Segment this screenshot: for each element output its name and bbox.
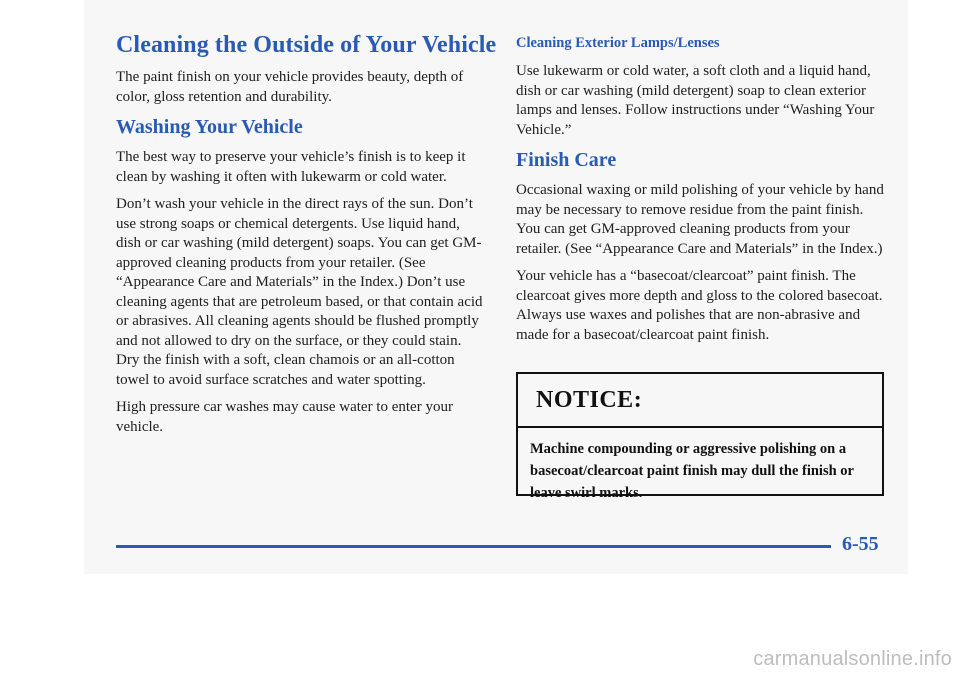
page-title: Cleaning the Outside of Your Vehicle [116, 32, 497, 58]
notice-header [518, 374, 882, 428]
left-column [116, 30, 497, 437]
lamps-heading: Cleaning Exterior Lamps/Lenses [516, 35, 720, 51]
washing-paragraph-2: Don’t wash your vehicle in the direct rays of the sun. Don’t use strong soaps or chemical detergents. Use liquid hand, dish or car washing (mild detergent) soaps. You can get GM-approved cleaning products from your retailer. (See “Appearance Care and Materials” in the Index.) Don’t use cleaning agents that are petroleum based, or that contain acid or abrasives. All cleaning agents should be flushed promptly and not allowed to dry on the surface, or they could stain. Dry the finish with a soft, clean chamois or an all-cotton towel to avoid surface scratches and water spotting. [116, 196, 483, 388]
finish-paragraph-2: Your vehicle has a “basecoat/clearcoat” paint finish. The clearcoat gives more depth and gloss to the colored basecoat. Always use waxes and polishes that are non-abrasive and made for a basecoat/clearcoat paint finish. [516, 268, 883, 343]
footer-rule [116, 545, 831, 548]
notice-text: Machine compounding or aggressive polishing on a basecoat/clearcoat paint finish may dull the finish or leave swirl marks. [530, 441, 854, 501]
lamps-paragraph: Use lukewarm or cold water, a soft cloth and a liquid hand, dish or car washing (mild detergent) soap to clean exterior lamps and lenses. Follow instructions under “Washing Your Vehicle.” [516, 63, 875, 138]
watermark: carmanualsonline.info [753, 648, 952, 670]
washing-heading: Washing Your Vehicle [116, 116, 303, 138]
notice-title: NOTICE: [536, 386, 643, 413]
finish-paragraph-1: Occasional waxing or mild polishing of your vehicle by hand may be necessary to remove residue from the paint finish. You can get GM-approved cleaning products from your retailer. (See “Appearance Care and Materials” in the Index.) [516, 182, 884, 257]
finish-care-heading: Finish Care [516, 149, 617, 171]
washing-paragraph-1: The best way to preserve your vehicle’s finish is to keep it clean by washing it often with lukewarm or cold water. [116, 149, 466, 185]
intro-paragraph: The paint finish on your vehicle provides beauty, depth of color, gloss retention and durability. [116, 69, 464, 105]
page-number: 6-55 [842, 533, 879, 555]
notice-box [516, 372, 884, 501]
right-column [516, 30, 890, 345]
washing-paragraph-3: High pressure car washes may cause water to enter your vehicle. [116, 399, 453, 435]
